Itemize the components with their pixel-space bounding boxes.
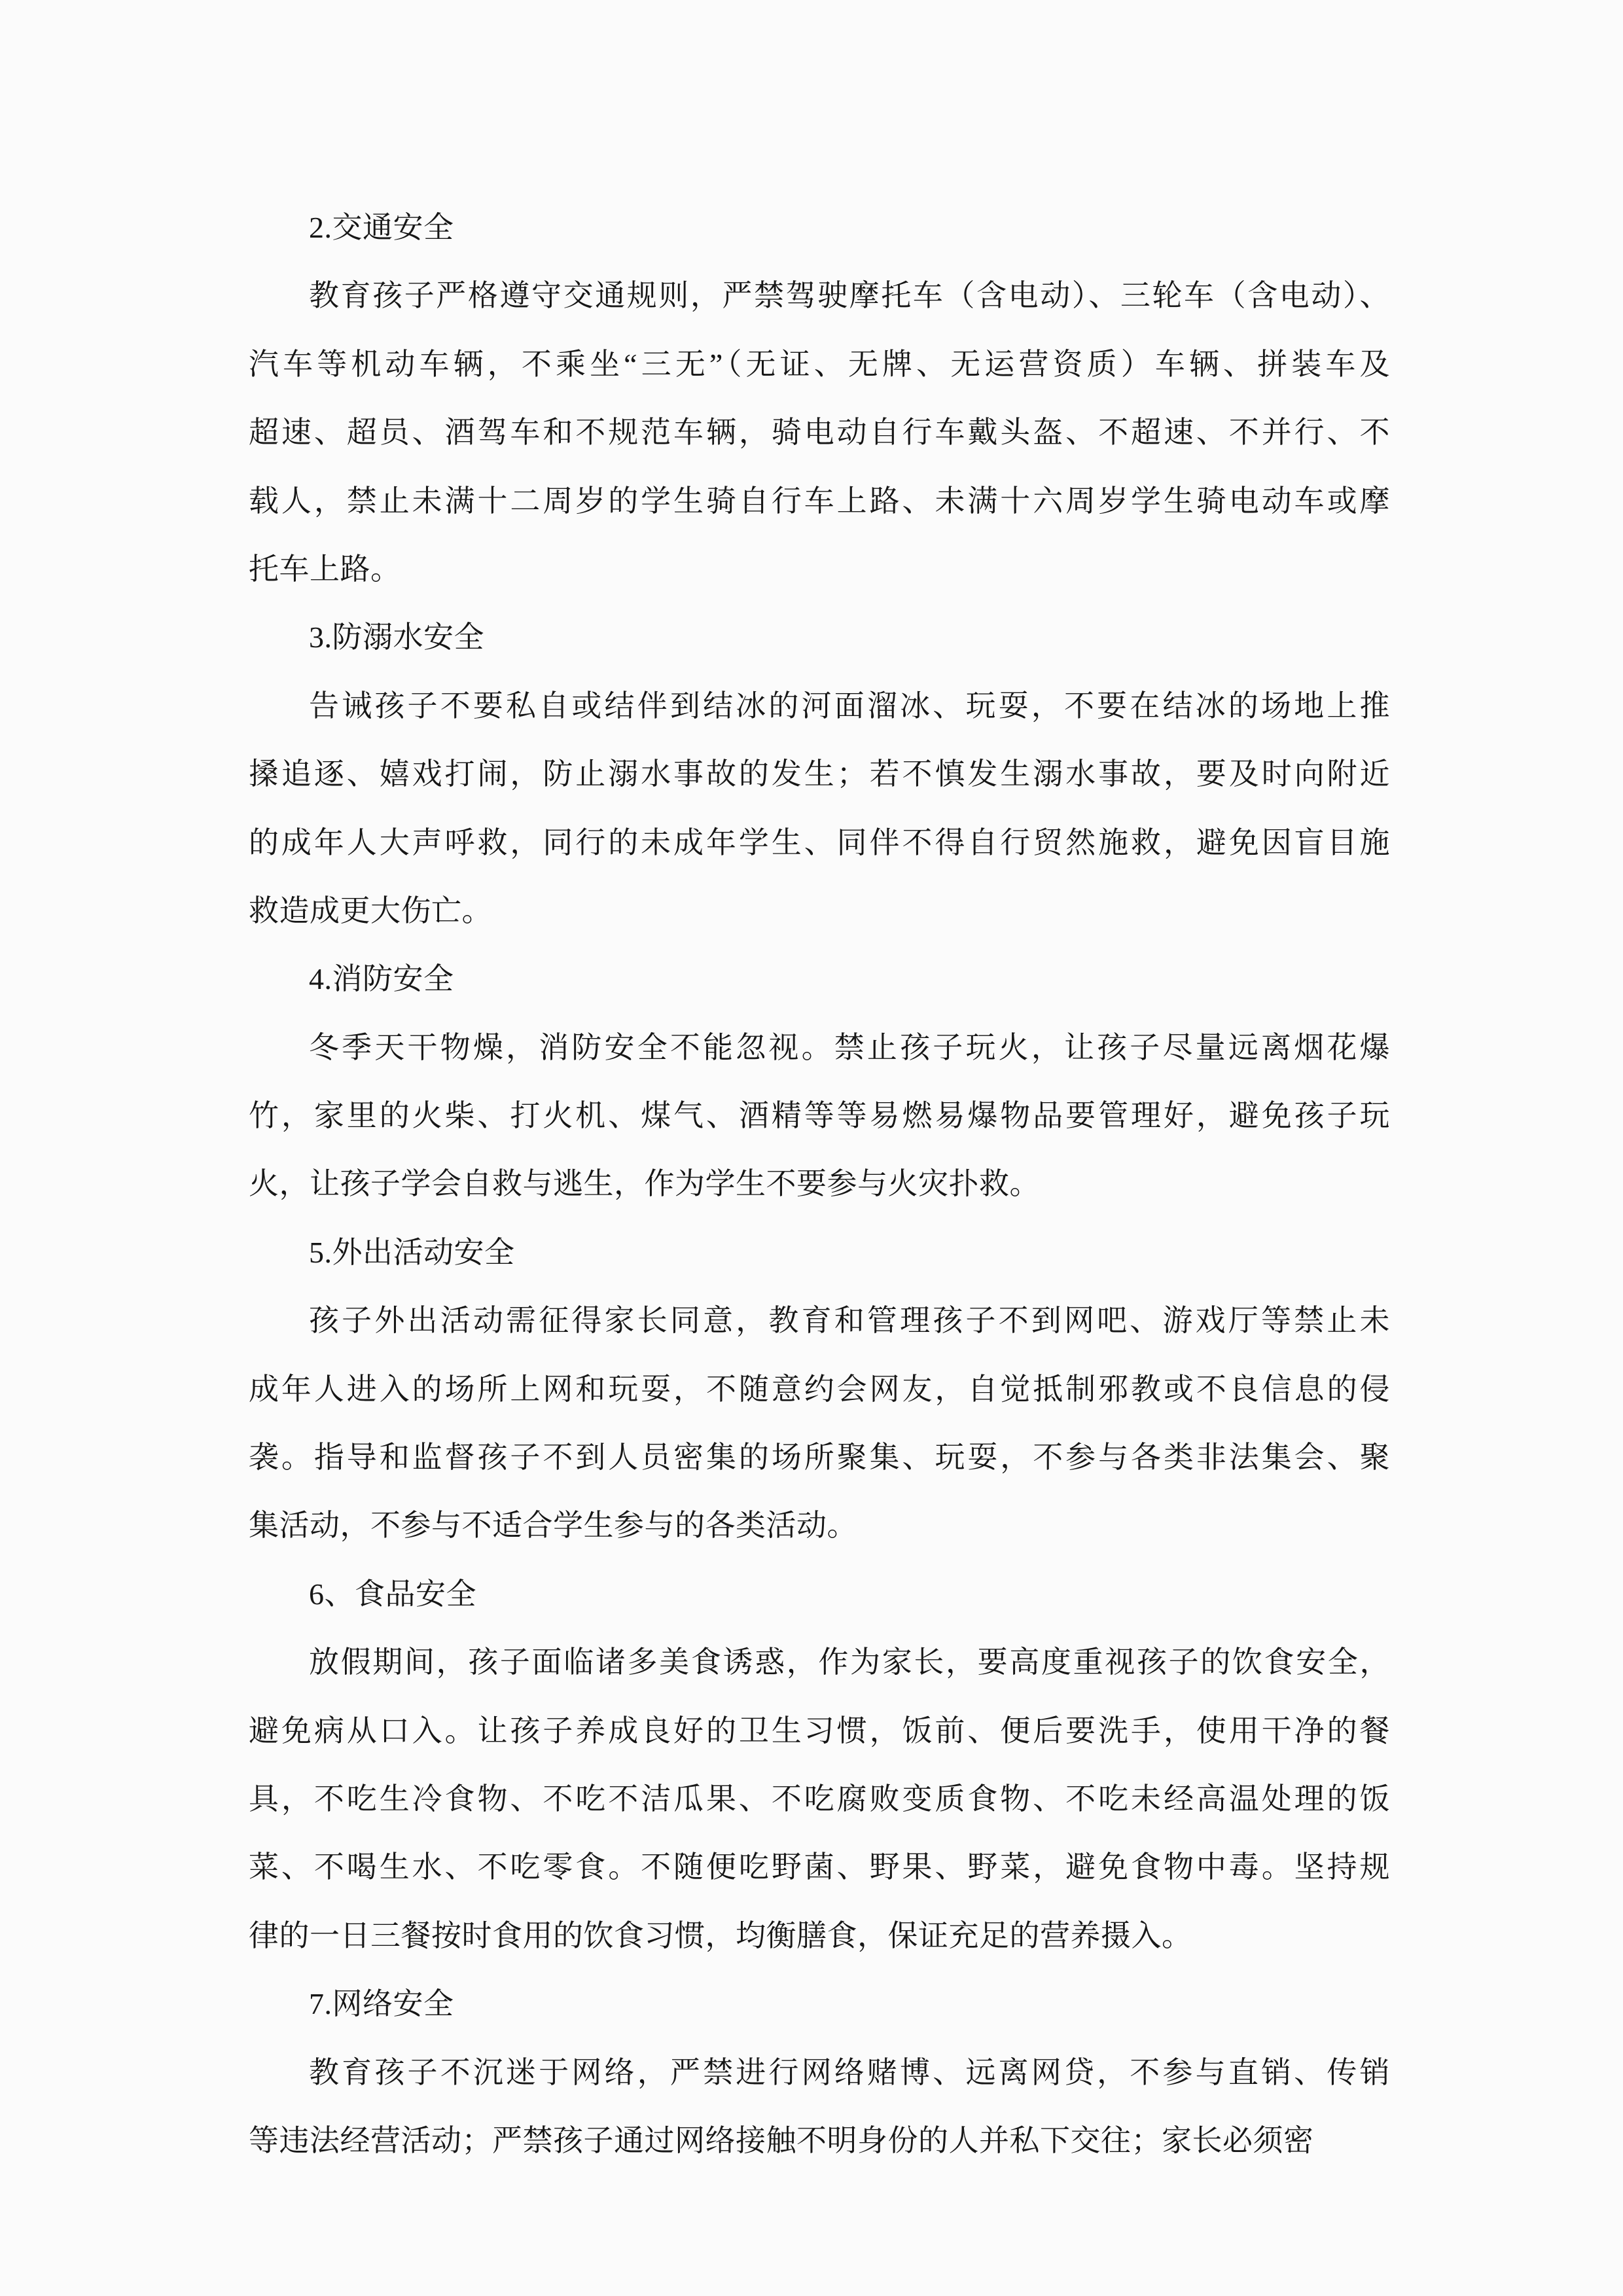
paragraph-line: 教育孩子严格遵守交通规则，严禁驾驶摩托车（含电动）、三轮车（含电动）、 [309,279,1390,313]
safety-section [249,194,1390,603]
paragraph-line: 等违法经营活动；严禁孩子通过网络接触不明身份的人并私下交往；家长必须密 [249,2123,1314,2157]
paragraph-line: 具，不吃生冷食物、不吃不洁瓜果、不吃腐败变质食物、不吃未经高温处理的饭 [249,1782,1390,1816]
paragraph-line: 载人，禁止未满十二周岁的学生骑自行车上路、未满十六周岁学生骑电动车或摩 [249,484,1390,518]
paragraph-line: 避免病从口入。让孩子养成良好的卫生习惯，饭前、便后要洗手，使用干净的餐 [249,1713,1390,1748]
safety-section [249,1970,1390,2175]
paragraph-line: 救造成更大伤亡。 [249,893,492,927]
paragraph-line: 的成年人大声呼救，同行的未成年学生、同伴不得自行贸然施救，避免因盲目施 [249,825,1390,859]
paragraph-line: 放假期间，孩子面临诸多美食诱惑，作为家长，要高度重视孩子的饮食安全， [309,1645,1390,1679]
section-heading: 6、食品安全 [309,1577,476,1611]
paragraph-line: 袭。指导和监督孩子不到人员密集的场所聚集、玩耍，不参与各类非法集会、聚 [249,1441,1390,1475]
safety-section [249,1219,1390,1560]
paragraph-line: 律的一日三餐按时食用的饮食习惯，均衡膳食，保证充足的营养摄入。 [249,1918,1192,1952]
paragraph-line: 告诫孩子不要私自或结伴到结冰的河面溜冰、玩耍，不要在结冰的场地上推 [309,689,1390,723]
paragraph-line: 超速、超员、酒驾车和不规范车辆，骑电动自行车戴头盔、不超速、不并行、不 [249,416,1390,450]
section-heading: 7.网络安全 [309,1987,454,2021]
section-paragraph [249,672,1390,946]
paragraph-line: 火，让孩子学会自救与逃生，作为学生不要参与火灾扑救。 [249,1167,1040,1201]
section-heading: 4.消防安全 [309,962,454,996]
paragraph-line: 集活动，不参与不适合学生参与的各类活动。 [249,1509,857,1543]
section-paragraph [249,2039,1390,2176]
section-paragraph [249,1628,1390,1970]
safety-section [249,945,1390,1219]
paragraph-line: 菜、不喝生水、不吃零食。不随便吃野菌、野果、野菜，避免食物中毒。坚持规 [249,1850,1390,1884]
paragraph-line: 孩子外出活动需征得家长同意，教育和管理孩子不到网吧、游戏厅等禁止未 [309,1304,1390,1338]
section-heading: 3.防溺水安全 [309,620,484,655]
paragraph-line: 汽车等机动车辆，不乘坐“三无”（无证、无牌、无运营资质）车辆、拼装车及 [249,347,1390,381]
paragraph-line: 托车上路。 [249,552,401,586]
safety-section [249,603,1390,945]
paragraph-line: 教育孩子不沉迷于网络，严禁进行网络赌博、远离网贷，不参与直销、传销 [309,2055,1390,2089]
section-paragraph [249,1287,1390,1560]
safety-section [249,1560,1390,1970]
paragraph-line: 成年人进入的场所上网和玩耍，不随意约会网友，自觉抵制邪教或不良信息的侵 [249,1372,1390,1406]
paragraph-line: 冬季天干物燥，消防安全不能忽视。禁止孩子玩火，让孩子尽量远离烟花爆 [309,1030,1390,1064]
section-paragraph [249,262,1390,603]
section-heading: 2.交通安全 [309,211,454,244]
paragraph-line: 竹，家里的火柴、打火机、煤气、酒精等等易燃易爆物品要管理好，避免孩子玩 [249,1099,1390,1133]
paragraph-line: 搡追逐、嬉戏打闹，防止溺水事故的发生；若不慎发生溺水事故，要及时向附近 [249,757,1390,791]
document-content [249,194,1390,2175]
section-paragraph [249,1014,1390,1219]
section-heading: 5.外出活动安全 [309,1235,515,1269]
